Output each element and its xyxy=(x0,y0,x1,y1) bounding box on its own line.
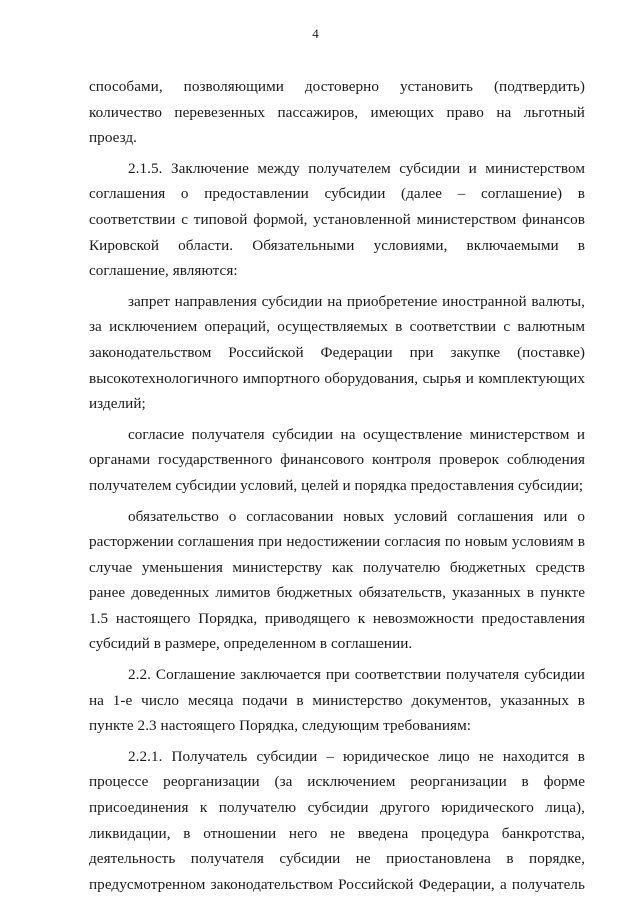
paragraph-2: 2.1.5. Заключение между получателем субсидии и министерством соглашения о предоставлении субсидии (далее – соглашение) в соответствии с типовой формой, установленной министерством финансов Кировской области. Обязательными условиями, включаемыми в соглашение, являются: xyxy=(89,159,585,280)
page-number: 4 xyxy=(312,26,319,41)
paragraph-5: обязательство о согласовании новых условий соглашения или о расторжении соглашения при недостижении согласия по новым условиям в случае уменьшения министерству как получателю бюджетных средств ранее доведенных лимитов бюджетных обязательств, указанных в пункте 1.5 настоящего Порядка, приводящего к невозможности предоставления субсидий в размере, определенном в соглашении. xyxy=(89,507,585,653)
document-body xyxy=(89,74,585,897)
paragraph-6: 2.2. Соглашение заключается при соответствии получателя субсидии на 1-е число месяца подачи в министерство документов, указанных в пункте 2.3 настоящего Порядка, следующим требованиям: xyxy=(89,666,585,735)
paragraph-3: запрет направления субсидии на приобретение иностранной валюты, за исключением операций, осуществляемых в соответствии с валютным законодательством Российской Федерации при закупке (поставке) высокотехнологичного импортного оборудования, сырья и комплектующих изделий; xyxy=(89,292,585,413)
paragraph-7: 2.2.1. Получатель субсидии – юридическое лицо не находится в процессе реорганизации (за исключением реорганизации в форме присоединения к получателю субсидии другого юридического лица), ликвидации, в отношении него не введена процедура банкротства, деятельность получателя субсидии не приостановлена в порядке, предусмотренном законодательством Российской Федерации, а получатель xyxy=(89,747,585,893)
paragraph-4: согласие получателя субсидии на осуществление министерством и органами государственного финансового контроля проверок соблюдения получателем субсидии условий, целей и порядка предоставления субсидии; xyxy=(89,425,585,494)
paragraph-1: способами, позволяющими достоверно установить (подтвердить) количество перевезенных пассажиров, имеющих право на льготный проезд. xyxy=(89,78,585,147)
